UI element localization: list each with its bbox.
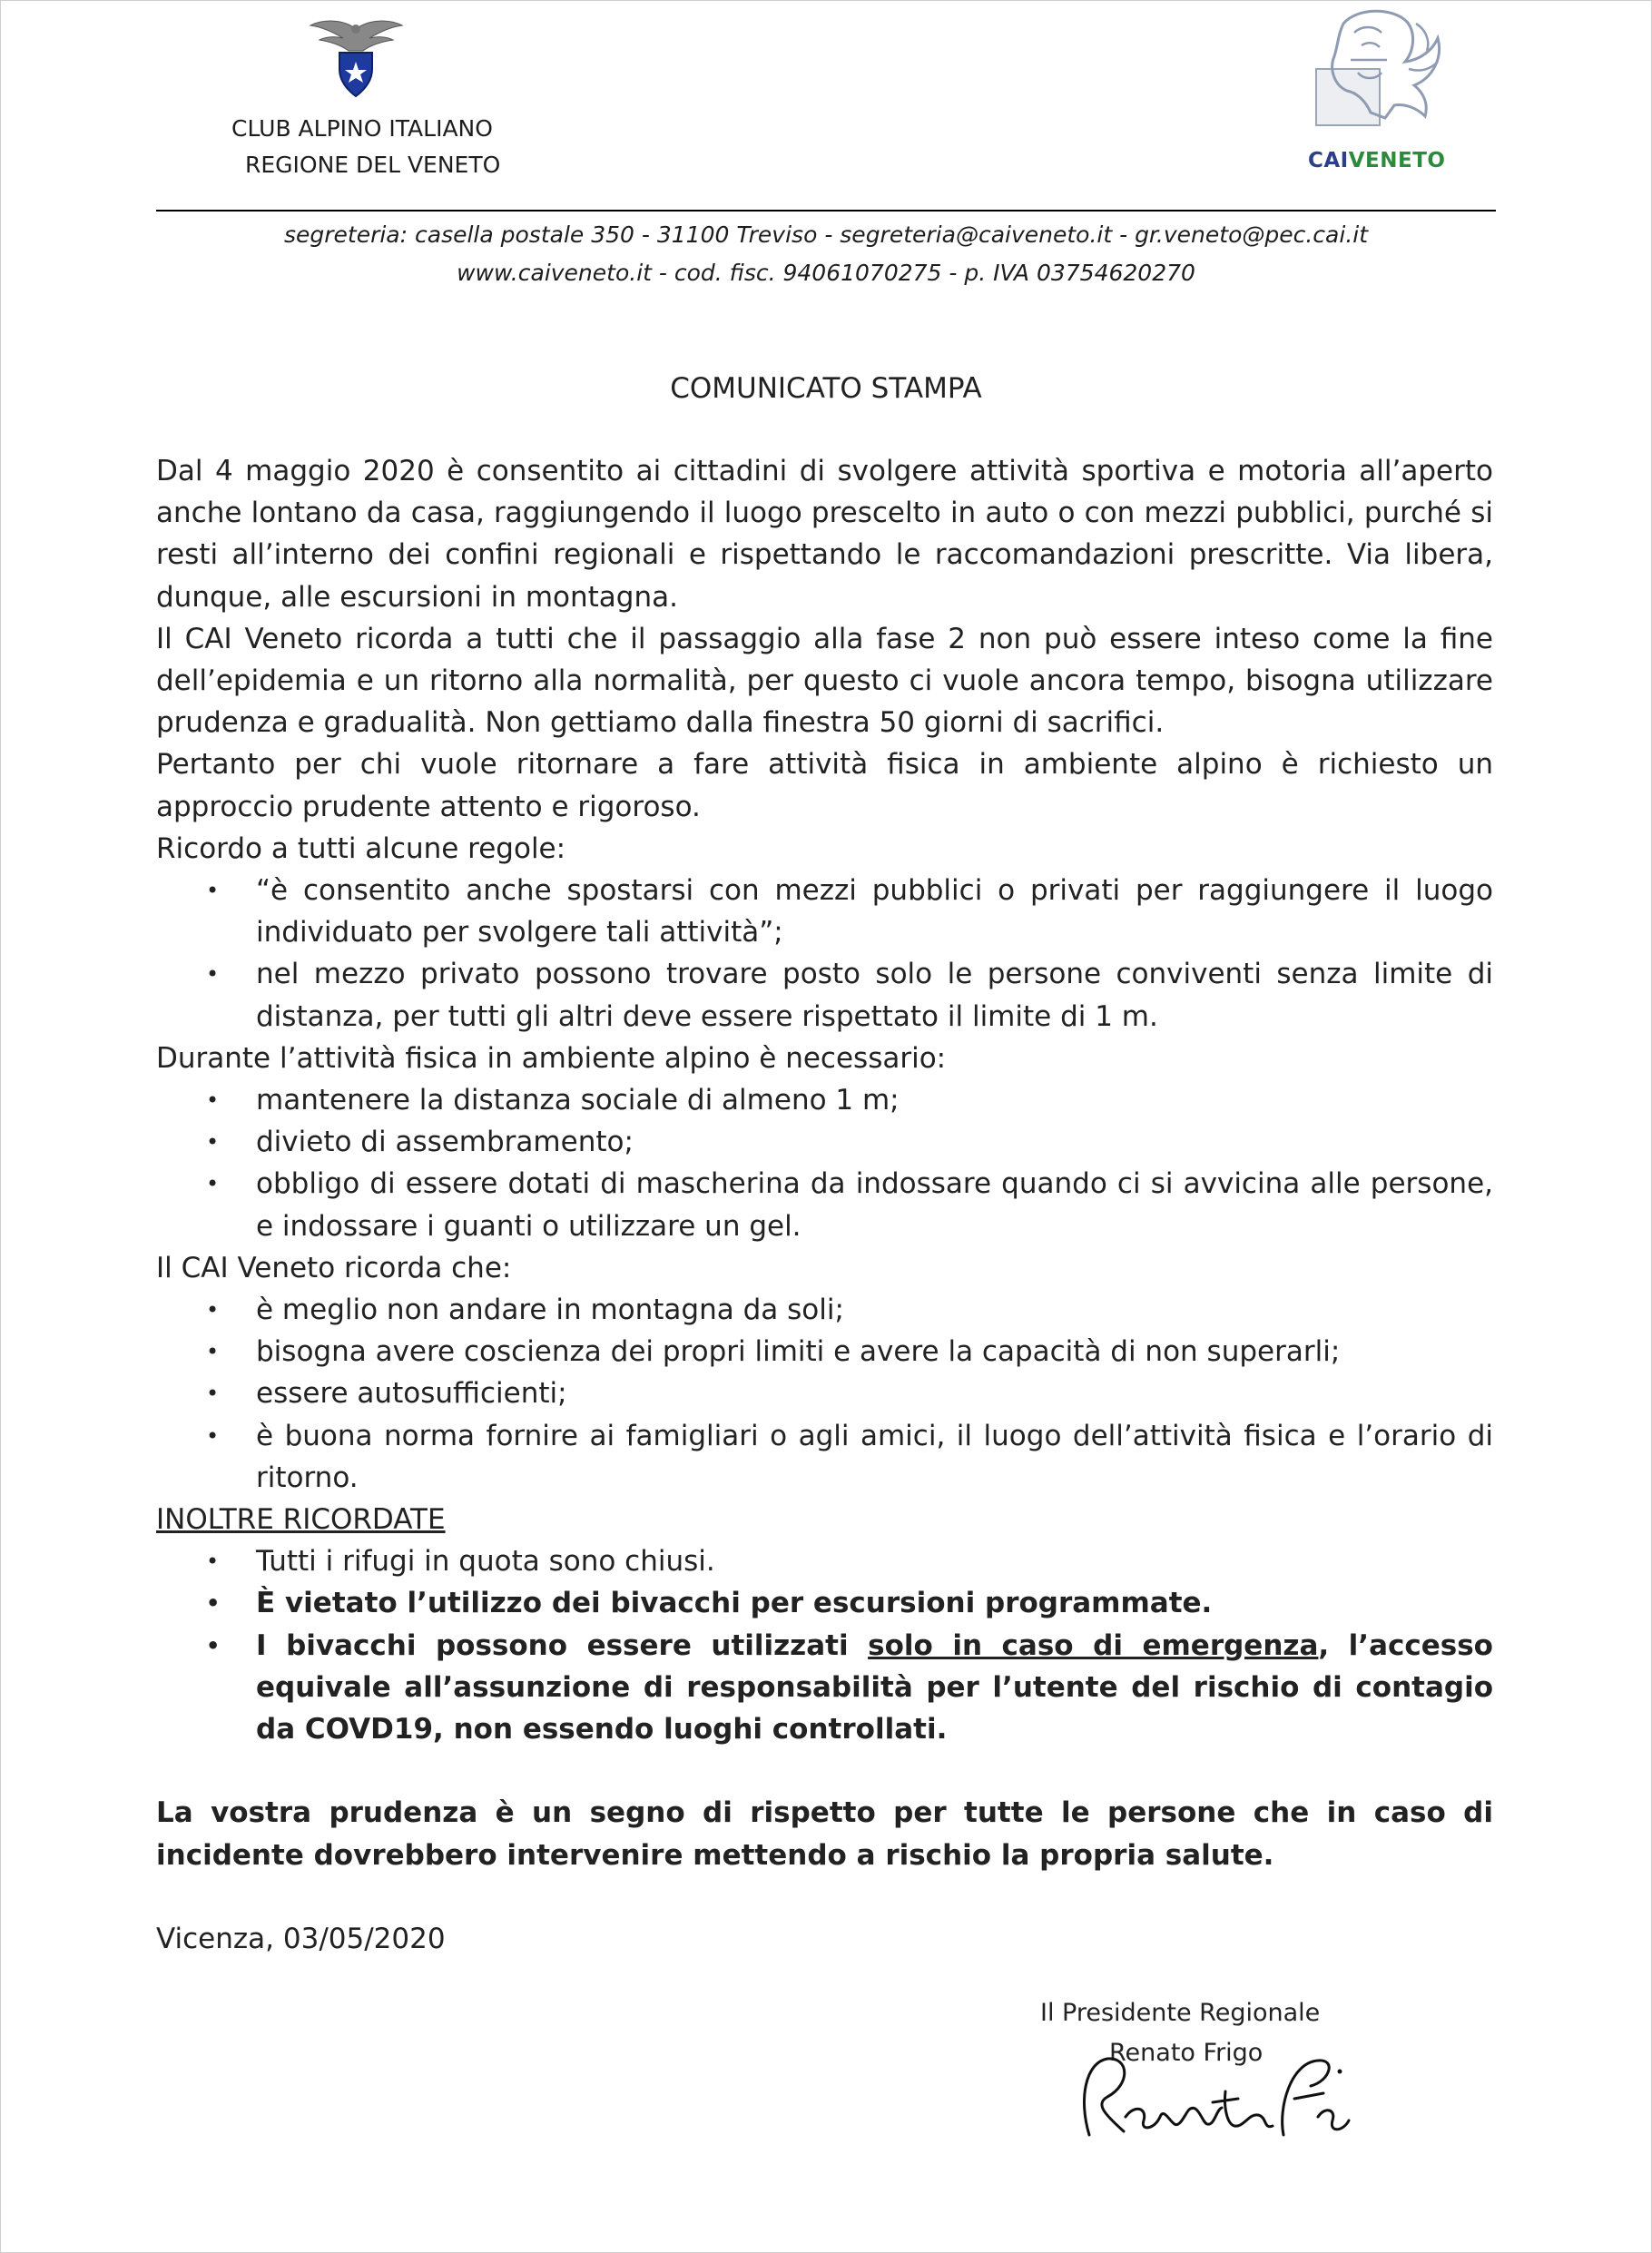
bullet-icon: • bbox=[206, 1087, 220, 1114]
cai-eagle-logo bbox=[309, 16, 404, 98]
paragraph-2: Il CAI Veneto ricorda a tutti che il passaggio alla fase 2 non può essere inteso come la fine dell’epidemia e un ritorno alla normalità, per questo ci vuole ancora tempo, bisogna utilizzare prudenza e gradualità. Non gettiamo dalla finestra 50 giorni di sacrifici. bbox=[156, 622, 1493, 740]
list-item: • I bivacchi possono essere utilizzati solo in caso di emergenza, l’accesso equivale all’assunzione di responsabilità per l’utente del rischio di contagio da COVD19, non essendo luoghi controllati. bbox=[156, 1625, 1493, 1751]
list-item: • divieto di assembramento; bbox=[156, 1121, 1493, 1163]
list-item: • è buona norma fornire ai famigliari o agli amici, il luogo dell’attività fisica e l’orario di ritorno. bbox=[156, 1415, 1493, 1499]
list-item: • mantenere la distanza sociale di almeno 1 m; bbox=[156, 1079, 1493, 1121]
contact-line2: www.caiveneto.it - cod. fisc. 94061070275 - p. IVA 03754620270 bbox=[457, 260, 1195, 286]
bullet-icon: • bbox=[206, 1422, 220, 1449]
contact-line1: segreteria: casella postale 350 - 31100 Treviso - segreteria@caiveneto.it - gr.veneto@pec.cai.it bbox=[283, 221, 1369, 248]
reminders-list bbox=[156, 1289, 1493, 1499]
paragraph-6: Il CAI Veneto ricorda che: bbox=[156, 1251, 512, 1284]
list-item: • bisogna avere coscienza dei propri limiti e avere la capacità di non superarli; bbox=[156, 1331, 1493, 1372]
paragraph-5: Durante l’attività fisica in ambiente alpino è necessario: bbox=[156, 1041, 947, 1075]
list-item: • nel mezzo privato possono trovare posto solo le persone conviventi senza limite di distanza, per tutti gli altri deve essere rispettato il limite di 1 m. bbox=[156, 953, 1493, 1037]
signer-role: Il Presidente Regionale bbox=[1040, 1999, 1321, 2027]
bullet-icon: • bbox=[206, 1171, 220, 1197]
caiveneto-wordmark-veneto: VENETO bbox=[1348, 149, 1446, 172]
rules-list bbox=[156, 870, 1493, 1038]
org-name-line2: REGIONE DEL VENETO bbox=[245, 152, 501, 178]
signer-name: Renato Frigo bbox=[1109, 2039, 1264, 2067]
list-item: • È vietato l’utilizzo dei bivacchi per escursioni programmate. bbox=[156, 1582, 1493, 1624]
requirements-list bbox=[156, 1079, 1493, 1247]
list-item: • obbligo di essere dotati di mascherina da indossare quando ci si avvicina alle persone, e indossare i guanti o utilizzare un gel. bbox=[156, 1163, 1493, 1246]
bullet-icon: • bbox=[206, 1590, 221, 1617]
list-item: • “è consentito anche spostarsi con mezzi pubblici o privati per raggiungere il luogo individuato per svolgere tali attività”; bbox=[156, 870, 1493, 953]
list-item: • essere autosufficienti; bbox=[156, 1372, 1493, 1414]
paragraph-3: Pertanto per chi vuole ritornare a fare attività fisica in ambiente alpino è richiesto un approccio prudente attento e rigoroso. bbox=[156, 748, 1493, 823]
bullet-icon: • bbox=[206, 878, 220, 904]
bullet-icon: • bbox=[206, 1381, 220, 1407]
list-item: • Tutti i rifugi in quota sono chiusi. bbox=[156, 1540, 1493, 1582]
bullet-icon: • bbox=[206, 1297, 220, 1323]
list-item: • è meglio non andare in montagna da soli; bbox=[156, 1289, 1493, 1331]
paragraph-4: Ricordo a tutti alcune regole: bbox=[156, 831, 566, 865]
bullet-icon: • bbox=[206, 1549, 220, 1575]
bullet-icon: • bbox=[206, 1339, 220, 1365]
handwritten-signature bbox=[1053, 2026, 1362, 2171]
inoltre-heading: INOLTRE RICORDATE bbox=[156, 1503, 446, 1537]
bullet-icon: • bbox=[206, 1632, 221, 1658]
doc-body bbox=[156, 450, 1493, 1960]
bullet-icon: • bbox=[206, 961, 220, 988]
caiveneto-wordmark-cai: CAI bbox=[1308, 149, 1349, 172]
header-divider bbox=[156, 210, 1496, 212]
closing-statement: La vostra prudenza è un segno di rispetto per tutte le persone che in caso di incidente dovrebbero intervenire mettendo a rischio la propria salute. bbox=[156, 1796, 1493, 1872]
doc-title: COMUNICATO STAMPA bbox=[670, 372, 982, 405]
emergency-underlined: solo in caso di emergenza bbox=[868, 1628, 1319, 1662]
paragraph-1: Dal 4 maggio 2020 è consentito ai cittadini di svolgere attività sportiva e motoria all’aperto anche lontano da casa, raggiungendo il luogo prescelto in auto o con mezzi pubblici, purché si resti all’interno dei confini regionali e rispettando le raccomandazioni prescritte. Via libera, dunque, alle escursioni in montagna. bbox=[156, 455, 1493, 614]
caiveneto-wordmark bbox=[1308, 149, 1445, 172]
bullet-icon: • bbox=[206, 1129, 220, 1156]
caiveneto-lion-logo bbox=[1307, 5, 1452, 142]
additional-list bbox=[156, 1540, 1493, 1750]
place-date: Vicenza, 03/05/2020 bbox=[156, 1922, 446, 1955]
org-name-line1: CLUB ALPINO ITALIANO bbox=[231, 115, 493, 142]
